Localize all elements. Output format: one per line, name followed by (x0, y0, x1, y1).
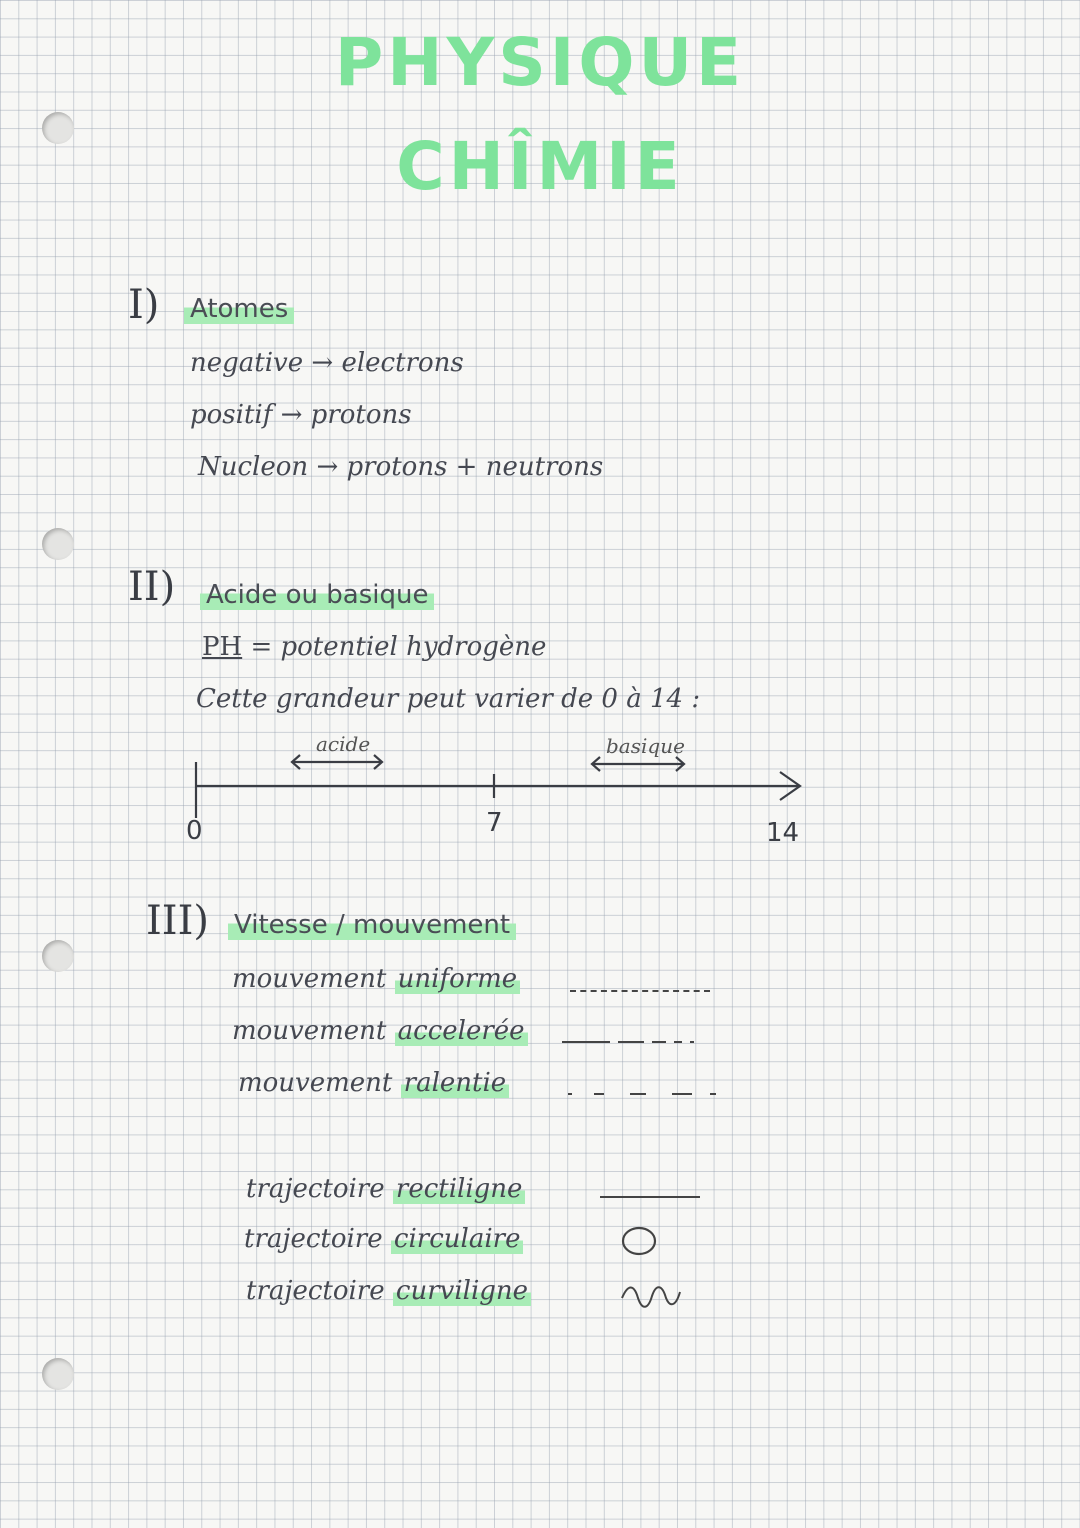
trajectory-row-2 (244, 1224, 523, 1254)
atom-value: electrons (341, 348, 464, 378)
ph-mid-label: 7 (486, 808, 503, 838)
movement-word: mouvement (232, 1016, 387, 1046)
binder-hole (42, 1358, 74, 1390)
curve-symbol (618, 1280, 688, 1310)
atom-row-2 (190, 400, 412, 430)
atom-row-1 (190, 348, 464, 378)
trajectory-word: trajectoire (246, 1276, 385, 1306)
section-3-number: III) (146, 898, 210, 944)
atom-value: protons (310, 400, 412, 430)
ph-min-label: 0 (186, 816, 203, 846)
arrow-icon: → (311, 348, 334, 378)
atom-term: Nucleon (198, 452, 309, 482)
section-2-heading: Acide ou basique (200, 580, 434, 610)
straight-line-symbol (600, 1196, 700, 1198)
section-1-number: I) (128, 282, 160, 328)
trajectory-word: trajectoire (246, 1174, 385, 1204)
trajectory-row-1 (246, 1174, 525, 1204)
trajectory-type: rectiligne (393, 1174, 526, 1204)
ph-expansion: potentiel hydrogène (280, 632, 547, 662)
atom-value: protons + neutrons (346, 452, 604, 482)
page-title-line2: CHÎMIE (396, 128, 684, 205)
trajectory-type: circulaire (391, 1224, 524, 1254)
section-2-number: II) (128, 564, 176, 610)
atom-row-3 (198, 452, 603, 482)
movement-word: mouvement (238, 1068, 393, 1098)
movement-type: accelerée (395, 1016, 528, 1046)
trajectory-word: trajectoire (244, 1224, 383, 1254)
movement-row-3 (238, 1068, 509, 1098)
binder-hole (42, 940, 74, 972)
section-1-heading: Atomes (184, 294, 294, 324)
atom-term: positif (190, 400, 273, 430)
movement-type: uniforme (395, 964, 521, 994)
ph-definition (202, 632, 546, 662)
binder-hole (42, 528, 74, 560)
trajectory-type: curviligne (393, 1276, 531, 1306)
base-label: basique (606, 734, 685, 758)
trajectory-row-3 (246, 1276, 531, 1306)
decelerated-line-symbol (566, 1088, 736, 1102)
ph-scale-axis (0, 740, 1080, 850)
page-title-line1: PHYSIQUE (334, 24, 746, 101)
arrow-icon: → (316, 452, 339, 482)
movement-row-2 (232, 1016, 528, 1046)
ph-range-text: Cette grandeur peut varier de 0 à 14 : (196, 684, 701, 714)
arrow-icon: → (280, 400, 303, 430)
movement-row-1 (232, 964, 520, 994)
uniform-dashed-line (570, 990, 710, 992)
acid-label: acide (316, 732, 371, 756)
ph-abbr: PH (202, 632, 243, 662)
equals-sign: = (250, 632, 273, 662)
ph-max-label: 14 (766, 818, 800, 848)
movement-word: mouvement (232, 964, 387, 994)
accelerated-line-symbol (560, 1038, 720, 1048)
circle-symbol (620, 1224, 660, 1260)
section-3-heading: Vitesse / mouvement (228, 910, 516, 940)
movement-type: ralentie (401, 1068, 510, 1098)
atom-term: negative (190, 348, 304, 378)
